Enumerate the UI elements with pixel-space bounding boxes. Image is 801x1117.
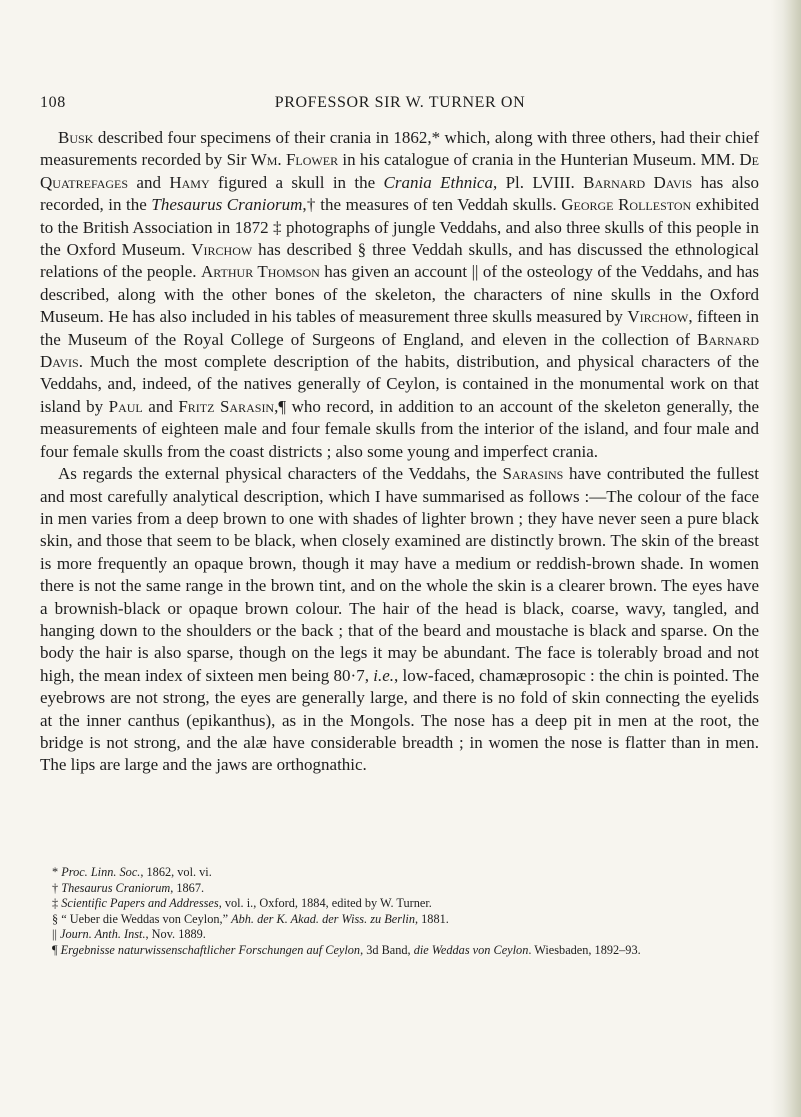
text-run: Thesaurus Craniorum <box>61 880 171 895</box>
text-run: ,¶ who record, in addition to an account of the skeleton generally, the measurements of eighteen male and four female skulls from the interior of the island, and four male and four female skulls from the coast districts ; also some young and imperfect crania. <box>40 396 759 461</box>
text-run: has given an account || of the osteology of the Veddahs, and has described, along with the other bones of the skeleton, the characters of nine skulls in the Oxford Museum. He has also included in his tables of measurement three skulls measured by <box>40 262 760 327</box>
text-run: Ergebnisse naturwissenschaftlicher Forschungen auf Ceylon <box>60 942 361 957</box>
text-run: ,† the measures of ten Veddah skulls. <box>302 195 562 215</box>
text-run: , Nov. 1889. <box>145 927 206 942</box>
text-run: As regards the external physical characters of the Veddahs, the <box>58 464 503 484</box>
text-run: , 1862, vol. vi. <box>140 865 212 879</box>
text-run: Virchow <box>191 240 253 260</box>
footnote-mark: ‡ <box>52 896 59 911</box>
text-run: exhibited to the British Association in 1872 ‡ photographs of jungle Veddahs, and also three skulls of this people in the Oxford Museum. <box>40 195 760 260</box>
text-run: Paul <box>108 396 143 416</box>
text-run: Barnard Davis <box>40 329 759 372</box>
text-run: described four specimens of their crania in 1862,* which, along with three others, had their chief measurements recorded by Sir <box>40 128 759 170</box>
text-run: Scientific Papers and Addresses <box>61 896 219 911</box>
text-run: , fifteen in the Museum of the Royal College of Surgeons of England, and eleven in the collection of <box>40 307 759 349</box>
page-number: 108 <box>40 94 66 111</box>
text-run: , vol. i., Oxford, 1884, edited by W. Turner. <box>218 896 432 911</box>
footnote <box>40 896 759 912</box>
text-run: George Rolleston <box>561 195 692 215</box>
text-run: and <box>128 172 170 192</box>
text-run: Sarasins <box>502 464 564 484</box>
body-text <box>40 127 759 777</box>
footnote-mark: * <box>52 865 59 879</box>
footnote <box>40 943 759 959</box>
text-run: in his catalogue of crania in the Hunterian Museum. MM. <box>338 150 740 170</box>
footnote-mark: § <box>52 911 59 926</box>
text-run: Abh. der K. Akad. der Wiss. zu Berlin <box>231 911 415 926</box>
text-run: Fritz Sarasin <box>178 396 275 416</box>
page-header <box>40 94 760 116</box>
footnote <box>40 927 759 943</box>
text-run: Hamy <box>169 172 210 192</box>
text-run: Crania Ethnica <box>383 172 493 192</box>
text-run: die Weddas von Ceylon <box>413 942 529 957</box>
paragraph-2 <box>40 463 759 777</box>
text-run: i.e. <box>373 665 395 685</box>
page-edge-shadow <box>771 0 801 1117</box>
text-run: , 3d Band, <box>360 942 414 957</box>
text-run: figured a skull in the <box>209 172 384 192</box>
text-run: Thesaurus Craniorum <box>151 195 303 215</box>
running-title: PROFESSOR SIR W. TURNER ON <box>274 94 526 111</box>
text-run: Virchow <box>627 307 689 327</box>
text-run: “ Ueber die Weddas von Ceylon,” <box>61 911 232 926</box>
text-run: Wm. Flower <box>250 150 339 170</box>
footnotes <box>40 865 759 959</box>
text-run: De Quatrefages <box>40 150 759 192</box>
text-run: has also recorded, in the <box>40 172 760 215</box>
text-run: , 1867. <box>170 880 205 895</box>
footnote-mark: † <box>52 880 59 895</box>
text-run: and <box>142 396 179 416</box>
text-run: . Wiesbaden, 1892–93. <box>528 942 641 957</box>
text-run: have contributed the fullest and most carefully analytical description, which I have summarised as follows :—The colour of the face in men varies from a deep brown to one with shades of lighter brown ; they have never seen a pure black skin, and those that seem to be black, when closely examined are distinctly brown. The skin of the breast is more frequently an opaque brown, though it may have a medium or reddish-brown shade. In women there is not the same range in the brown tint, and on the whole the skin is a clearer brown. The eyes have a brownish-black or opaque brown colour. The hair of the head is black, coarse, wavy, tangled, and hanging down to the shoulders or the back ; that of the beard and moustache is black and sparse. On the body the hair is also sparse, though on the legs it may be abundant. The face is tolerably broad and not high, the mean index of sixteen men being 80·7, <box>40 464 759 685</box>
text-run: , low-faced, chamæprosopic : the chin is pointed. The eyebrows are not strong, the eyes are generally large, and there is no fold of skin connecting the eyelids at the inner canthus (epikanthus), as in the Mongols. The nose has a deep pit in men at the root, the bridge is not strong, and the alæ have considerable breadth ; in women the nose is flatter than in men. The lips are large and the jaws are orthognathic. <box>40 665 759 775</box>
footnote-mark: ¶ <box>52 942 58 957</box>
text-run: Busk <box>58 128 94 147</box>
text-run: , 1881. <box>415 911 449 926</box>
footnote-mark: || <box>52 927 57 942</box>
text-run: , Pl. LVIII. <box>492 172 584 192</box>
footnote <box>40 912 759 928</box>
text-run: . Much the most complete description of the habits, distribution, and physical characters of the Veddahs, and, indeed, of the natives generally of Ceylon, is contained in the monumental work on that island by <box>40 352 759 416</box>
footnote <box>40 881 759 897</box>
paragraph-1 <box>40 127 759 463</box>
text-run: Journ. Anth. Inst. <box>60 927 146 942</box>
text-run: Barnard Davis <box>583 172 693 192</box>
footnote <box>40 865 759 881</box>
text-run: Arthur Thomson <box>201 262 320 282</box>
text-run: has described § three Veddah skulls, and has discussed the ethnological relations of the people. <box>40 240 759 282</box>
text-run: Proc. Linn. Soc. <box>61 865 141 879</box>
